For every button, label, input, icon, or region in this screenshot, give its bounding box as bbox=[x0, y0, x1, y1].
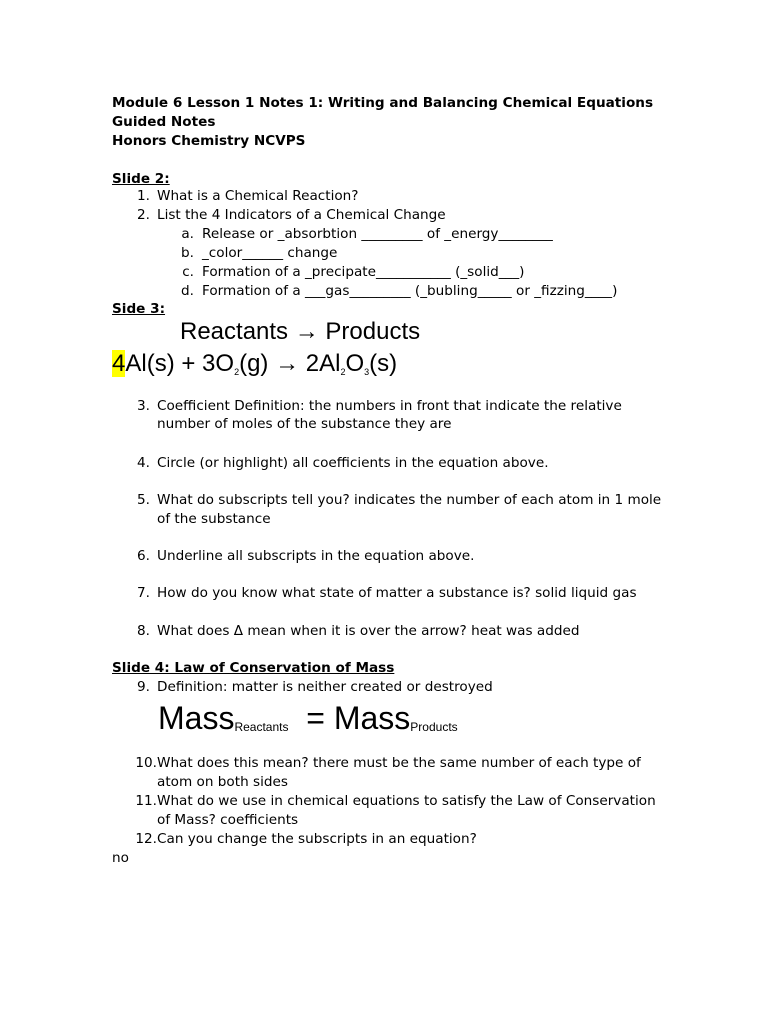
sub-list-item: c. Formation of a _precipate___________ (_solid___) bbox=[182, 264, 525, 280]
sub-list-item: a. Release or _absorbtion _________ of _energy________ bbox=[181, 226, 553, 242]
list-item-continuation: number of moles of the substance they are bbox=[157, 416, 452, 432]
list-item: 6. Underline all subscripts in the equation above. bbox=[137, 548, 475, 564]
course-name: Honors Chemistry NCVPS bbox=[112, 133, 306, 149]
sub-list-item: b. _color______ change bbox=[181, 245, 338, 261]
list-item: 5. What do subscripts tell you? indicates the number of each atom in 1 mole bbox=[137, 492, 662, 508]
list-item-continuation: of Mass? coefficients bbox=[157, 812, 299, 828]
list-item: 7. How do you know what state of matter a substance is? solid liquid gas bbox=[137, 585, 637, 601]
list-item: 12.Can you change the subscripts in an equation? bbox=[135, 831, 477, 847]
slide4-heading: Slide 4: Law of Conservation of Mass bbox=[112, 660, 395, 676]
list-item: 2. List the 4 Indicators of a Chemical Change bbox=[137, 207, 446, 223]
document-subtitle: Guided Notes bbox=[112, 114, 216, 130]
answer-text: no bbox=[112, 850, 129, 866]
list-item: 4. Circle (or highlight) all coefficients in the equation above. bbox=[137, 455, 549, 471]
list-item: 8. What does Δ mean when it is over the arrow? heat was added bbox=[137, 623, 580, 639]
slide2-heading: Slide 2: bbox=[112, 171, 170, 187]
mass-equation: MassReactants = MassProducts bbox=[158, 700, 458, 736]
highlighted-coefficient: 4 bbox=[112, 350, 126, 377]
list-item: 3. Coefficient Definition: the numbers in front that indicate the relative bbox=[137, 398, 622, 414]
list-item-continuation: atom on both sides bbox=[157, 774, 288, 790]
list-item-continuation: of the substance bbox=[157, 511, 271, 527]
document-title: Module 6 Lesson 1 Notes 1: Writing and Balancing Chemical Equations bbox=[112, 95, 654, 111]
list-item: 11.What do we use in chemical equations to satisfy the Law of Conservation bbox=[135, 793, 656, 809]
reactants-products-line: Reactants → Products bbox=[180, 318, 421, 345]
list-item: 10.What does this mean? there must be the same number of each type of bbox=[135, 755, 641, 771]
slide3-heading: Side 3: bbox=[112, 301, 166, 317]
list-item: 1. What is a Chemical Reaction? bbox=[137, 188, 359, 204]
sub-list-item: d. Formation of a ___gas_________ (_bubling_____ or _fizzing____) bbox=[181, 283, 618, 299]
chemical-equation: $4Al(s) + 3O_2(g) \to 2Al_2O_3(s)$ bbox=[112, 350, 398, 377]
list-item: 9. Definition: matter is neither created or destroyed bbox=[137, 679, 493, 695]
